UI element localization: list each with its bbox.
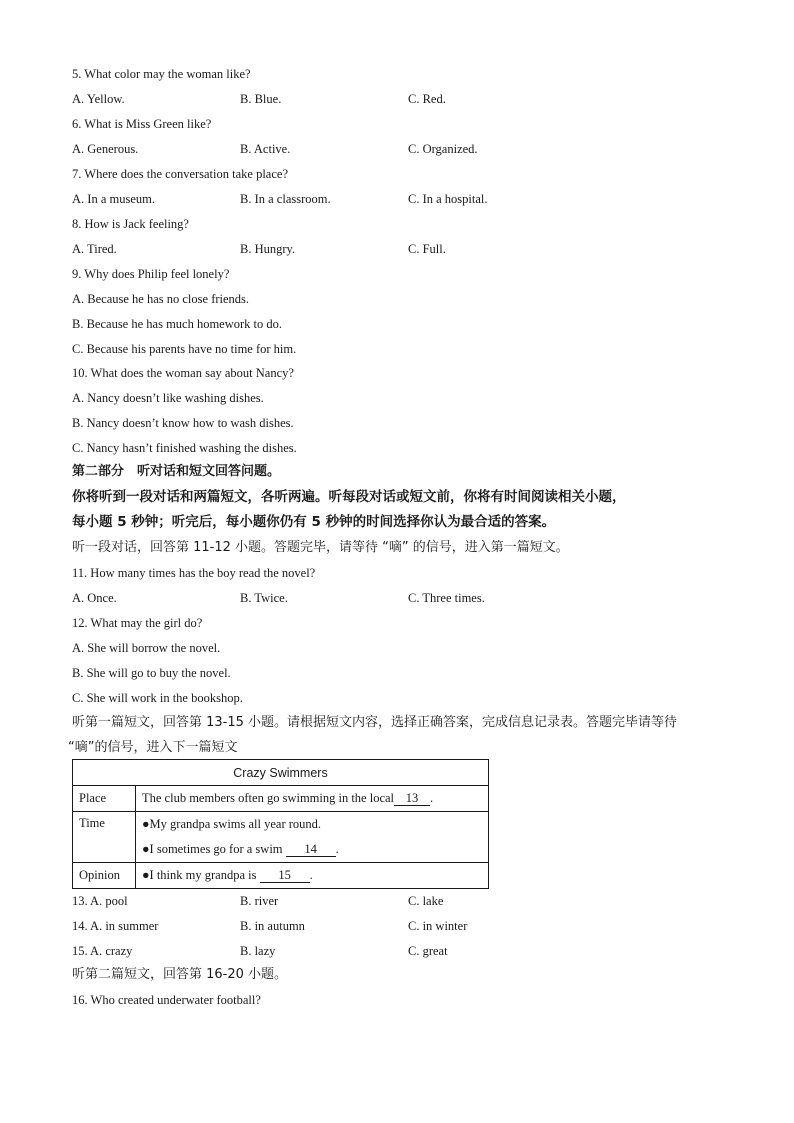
opinion-label: Opinion (73, 863, 136, 889)
part-2-instruction-line-1: 你将听到一段对话和两篇短文，各听两遍。听每段对话或短文前，你将有时间阅读相关小题， (72, 489, 626, 505)
place-text: The club members often go swimming in the local (142, 791, 395, 805)
question-9-stem: 9. Why does Philip feel lonely? (72, 267, 230, 281)
place-cell (136, 786, 489, 812)
opinion-cell (136, 863, 489, 889)
question-8-stem: 8. How is Jack feeling? (72, 217, 189, 231)
question-7-option-a: A. In a museum. (72, 192, 155, 206)
question-6-stem: 6. What is Miss Green like? (72, 117, 212, 131)
time-line-2-text: ●I sometimes go for a swim (142, 842, 283, 856)
question-15-option-b: B. lazy (240, 944, 276, 958)
part-2-instruction-line-2: 每小题 5 秒钟；听完后，每小题你仍有 5 秒钟的时间选择你认为最合适的答案。 (72, 514, 556, 530)
question-11-option-c: C. Three times. (408, 591, 485, 605)
question-7-option-b: B. In a classroom. (240, 192, 331, 206)
question-9-option-a: A. Because he has no close friends. (72, 292, 250, 306)
question-10-option-c: C. Nancy hasn’t finished washing the dishes. (72, 441, 297, 455)
time-period: . (335, 842, 339, 856)
question-6-option-a: A. Generous. (72, 142, 139, 156)
question-11-option-b: B. Twice. (240, 591, 288, 605)
time-line-2 (142, 837, 482, 862)
question-14-option-b: B. in autumn (240, 919, 305, 933)
blank-15: 15 (260, 868, 310, 883)
question-16-stem: 16. Who created underwater football? (72, 993, 261, 1007)
question-10-option-b: B. Nancy doesn’t know how to wash dishes. (72, 416, 294, 430)
question-9-option-c: C. Because his parents have no time for him. (72, 342, 297, 356)
question-12-option-c: C. She will work in the bookshop. (72, 691, 243, 705)
time-cell (136, 812, 489, 863)
question-10-stem: 10. What does the woman say about Nancy? (72, 366, 294, 380)
time-line-1: ●My grandpa swims all year round. (142, 817, 322, 831)
question-13-option-b: B. river (240, 894, 279, 908)
question-14-option-a: 14. A. in summer (72, 919, 159, 933)
question-5-option-a: A. Yellow. (72, 92, 125, 106)
opinion-text: ●I think my grandpa is (142, 868, 257, 882)
question-13-option-c: C. lake (408, 894, 444, 908)
opinion-period: . (309, 868, 313, 882)
passage-1-note-line-2: “嘀”的信号，进入下一篇短文 (68, 740, 238, 755)
question-6-option-c: C. Organized. (408, 142, 478, 156)
question-15-option-c: C. great (408, 944, 448, 958)
question-5-stem: 5. What color may the woman like? (72, 67, 251, 81)
question-12-option-b: B. She will go to buy the novel. (72, 666, 231, 680)
question-5-option-b: B. Blue. (240, 92, 282, 106)
question-8-option-c: C. Full. (408, 242, 446, 256)
question-6-option-b: B. Active. (240, 142, 291, 156)
place-label: Place (73, 786, 136, 812)
question-11-stem: 11. How many times has the boy read the novel? (72, 566, 316, 580)
question-13-option-a: 13. A. pool (72, 894, 128, 908)
passage-2-note: 听第二篇短文，回答第 16-20 小题。 (72, 967, 288, 982)
question-10-option-a: A. Nancy doesn’t like washing dishes. (72, 391, 264, 405)
question-8-option-a: A. Tired. (72, 242, 117, 256)
blank-13: 13 (394, 791, 430, 806)
table-title: Crazy Swimmers (73, 760, 489, 786)
question-12-stem: 12. What may the girl do? (72, 616, 203, 630)
blank-14: 14 (286, 842, 336, 857)
info-record-table (72, 759, 489, 889)
question-7-stem: 7. Where does the conversation take place? (72, 167, 288, 181)
question-5-option-c: C. Red. (408, 92, 446, 106)
place-period: . (430, 791, 434, 805)
question-9-option-b: B. Because he has much homework to do. (72, 317, 283, 331)
dialog-note: 听一段对话，回答第 11-12 小题。答题完毕，请等待 “嘀” 的信号，进入第一篇短文。 (72, 540, 569, 555)
question-15-option-a: 15. A. crazy (72, 944, 133, 958)
question-7-option-c: C. In a hospital. (408, 192, 488, 206)
passage-1-note-line-1: 听第一篇短文，回答第 13-15 小题。请根据短文内容，选择正确答案，完成信息记录表。答题完毕请等待 (72, 715, 678, 730)
question-12-option-a: A. She will borrow the novel. (72, 641, 221, 655)
question-8-option-b: B. Hungry. (240, 242, 296, 256)
time-label: Time (73, 812, 136, 863)
question-11-option-a: A. Once. (72, 591, 117, 605)
question-14-option-c: C. in winter (408, 919, 468, 933)
part-2-heading: 第二部分 听对话和短文回答问题。 (72, 464, 281, 479)
